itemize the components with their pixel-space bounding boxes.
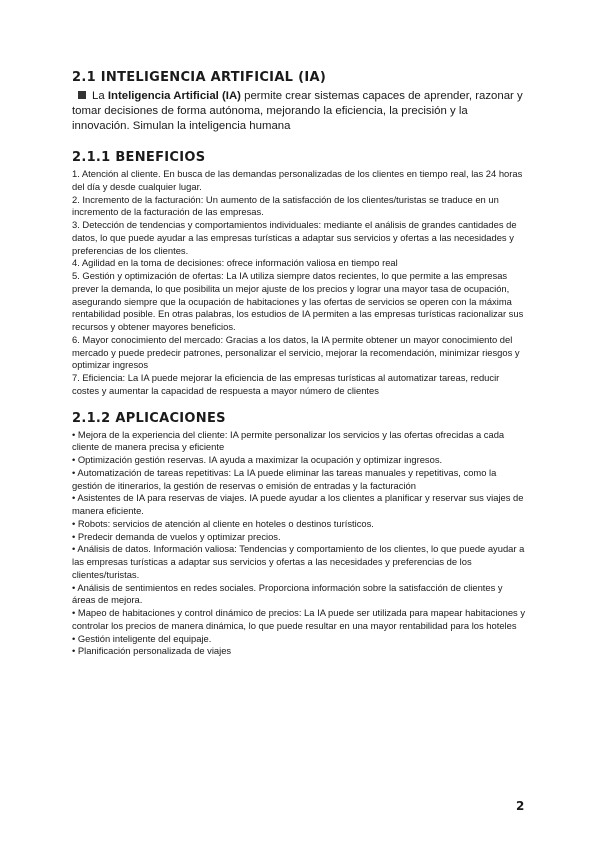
list-item: • Predecir demanda de vuelos y optimizar precios.: [72, 530, 281, 542]
list-item: • Mapeo de habitaciones y control dinámico de precios: La IA puede ser utilizada para mapear habitaciones y controlar los precios de manera dinámica, lo que puede resultar en una mayor rentabilidad para los hoteles: [72, 607, 526, 631]
aplicaciones-list: [72, 429, 528, 659]
section-heading-inteligencia-artificial: 2.1 INTELIGENCIA ARTIFICIAL (IA): [72, 70, 327, 85]
document-page: [72, 70, 528, 671]
list-item: • Asistentes de IA para reservas de viajes. IA puede ayudar a los clientes a planificar y reservar sus viajes de manera eficiente.: [72, 492, 524, 516]
intro-paragraph: [72, 89, 528, 134]
list-item: 2. Incremento de la facturación: Un aumento de la satisfacción de los clientes/turistas se traduce en un incremento de la facturación de las empresas.: [72, 193, 499, 218]
list-item: • Optimización gestión reservas. IA ayuda a maximizar la ocupación y optimizar ingresos.: [72, 454, 443, 465]
list-item: 5. Gestión y optimización de ofertas: La IA utiliza siempre datos recientes, lo que permite a las empresas prever la demanda, lo que posibilita un mejor ajuste de los precios y lograr una mayor tasa de ocupación, asegurando siempre que la ocupación de habitaciones y las ofertas de servicios se operen con la máxima rentabilidad posible. En otras palabras, los estudios de IA permiten a las empresas turísticas racionalizar sus recursos y obtener mayores beneficios.: [72, 270, 524, 332]
intro-bold-term: Inteligencia Artificial (IA): [107, 90, 241, 102]
list-item: • Automatización de tareas repetitivas: La IA puede eliminar las tareas manuales y repetitivas, como la gestión de itinerarios, la gestión de reservas o emisión de entradas y la facturación: [72, 466, 497, 491]
square-bullet-icon: [78, 91, 86, 99]
section-heading-beneficios: 2.1.1 BENEFICIOS: [72, 150, 206, 165]
list-item: 7. Eficiencia: La IA puede mejorar la eficiencia de las empresas turísticas al automatizar tareas, reducir costes y aumentar la capacidad de respuesta a mayor número de clientes: [72, 372, 500, 396]
list-item: • Análisis de datos. Información valiosa: Tendencias y comportamiento de los clientes, lo que puede ayudar a las empresas turísticas a adaptar sus servicios y ofertas a las necesidades y preferencias de los clientes/turistas.: [72, 543, 525, 580]
list-item: • Mejora de la experiencia del cliente: IA permite personalizar los servicios y las ofertas ofrecidas a cada cliente de manera precisa y eficiente: [72, 428, 505, 453]
list-item: 6. Mayor conocimiento del mercado: Gracias a los datos, la IA permite obtener un mayor conocimiento del mercado y puede predecir patrones, personalizar el servicio, mejorar la recomendación, minimizar riesgos y optimizar ingresos: [72, 333, 520, 371]
list-item: • Robots: servicios de atención al cliente en hoteles o destinos turísticos.: [72, 517, 374, 529]
intro-post: permite crear sistemas capaces de aprender, razonar y tomar decisiones de forma autónoma, mejorando la eficiencia, la precisión y la innovación. Simulan la inteligencia humana: [72, 90, 523, 132]
list-item: 3. Detección de tendencias y comportamientos individuales: mediante el análisis de grandes cantidades de datos, lo que puede ayudar a las empresas turísticas a adaptar sus servicios y ofertas a las necesidades y preferencias de los clientes.: [72, 219, 517, 256]
list-item: • Planificación personalizada de viajes: [72, 645, 232, 657]
section-heading-aplicaciones: 2.1.2 APLICACIONES: [72, 410, 226, 426]
page-number: 2: [516, 799, 525, 813]
list-item: • Análisis de sentimientos en redes sociales. Proporciona información sobre la satisfacción de clientes y áreas de mejora.: [72, 581, 503, 606]
list-item: 4. Agilidad en la toma de decisiones: ofrece información valiosa en tiempo real: [72, 257, 398, 269]
intro-pre: La: [92, 90, 108, 102]
beneficios-list: [72, 168, 528, 398]
list-item: 1. Atención al cliente. En busca de las demandas personalizadas de los clientes en tiempo real, las 24 horas del día y desde cualquier lugar.: [72, 168, 523, 192]
list-item: • Gestión inteligente del equipaje.: [72, 632, 212, 644]
